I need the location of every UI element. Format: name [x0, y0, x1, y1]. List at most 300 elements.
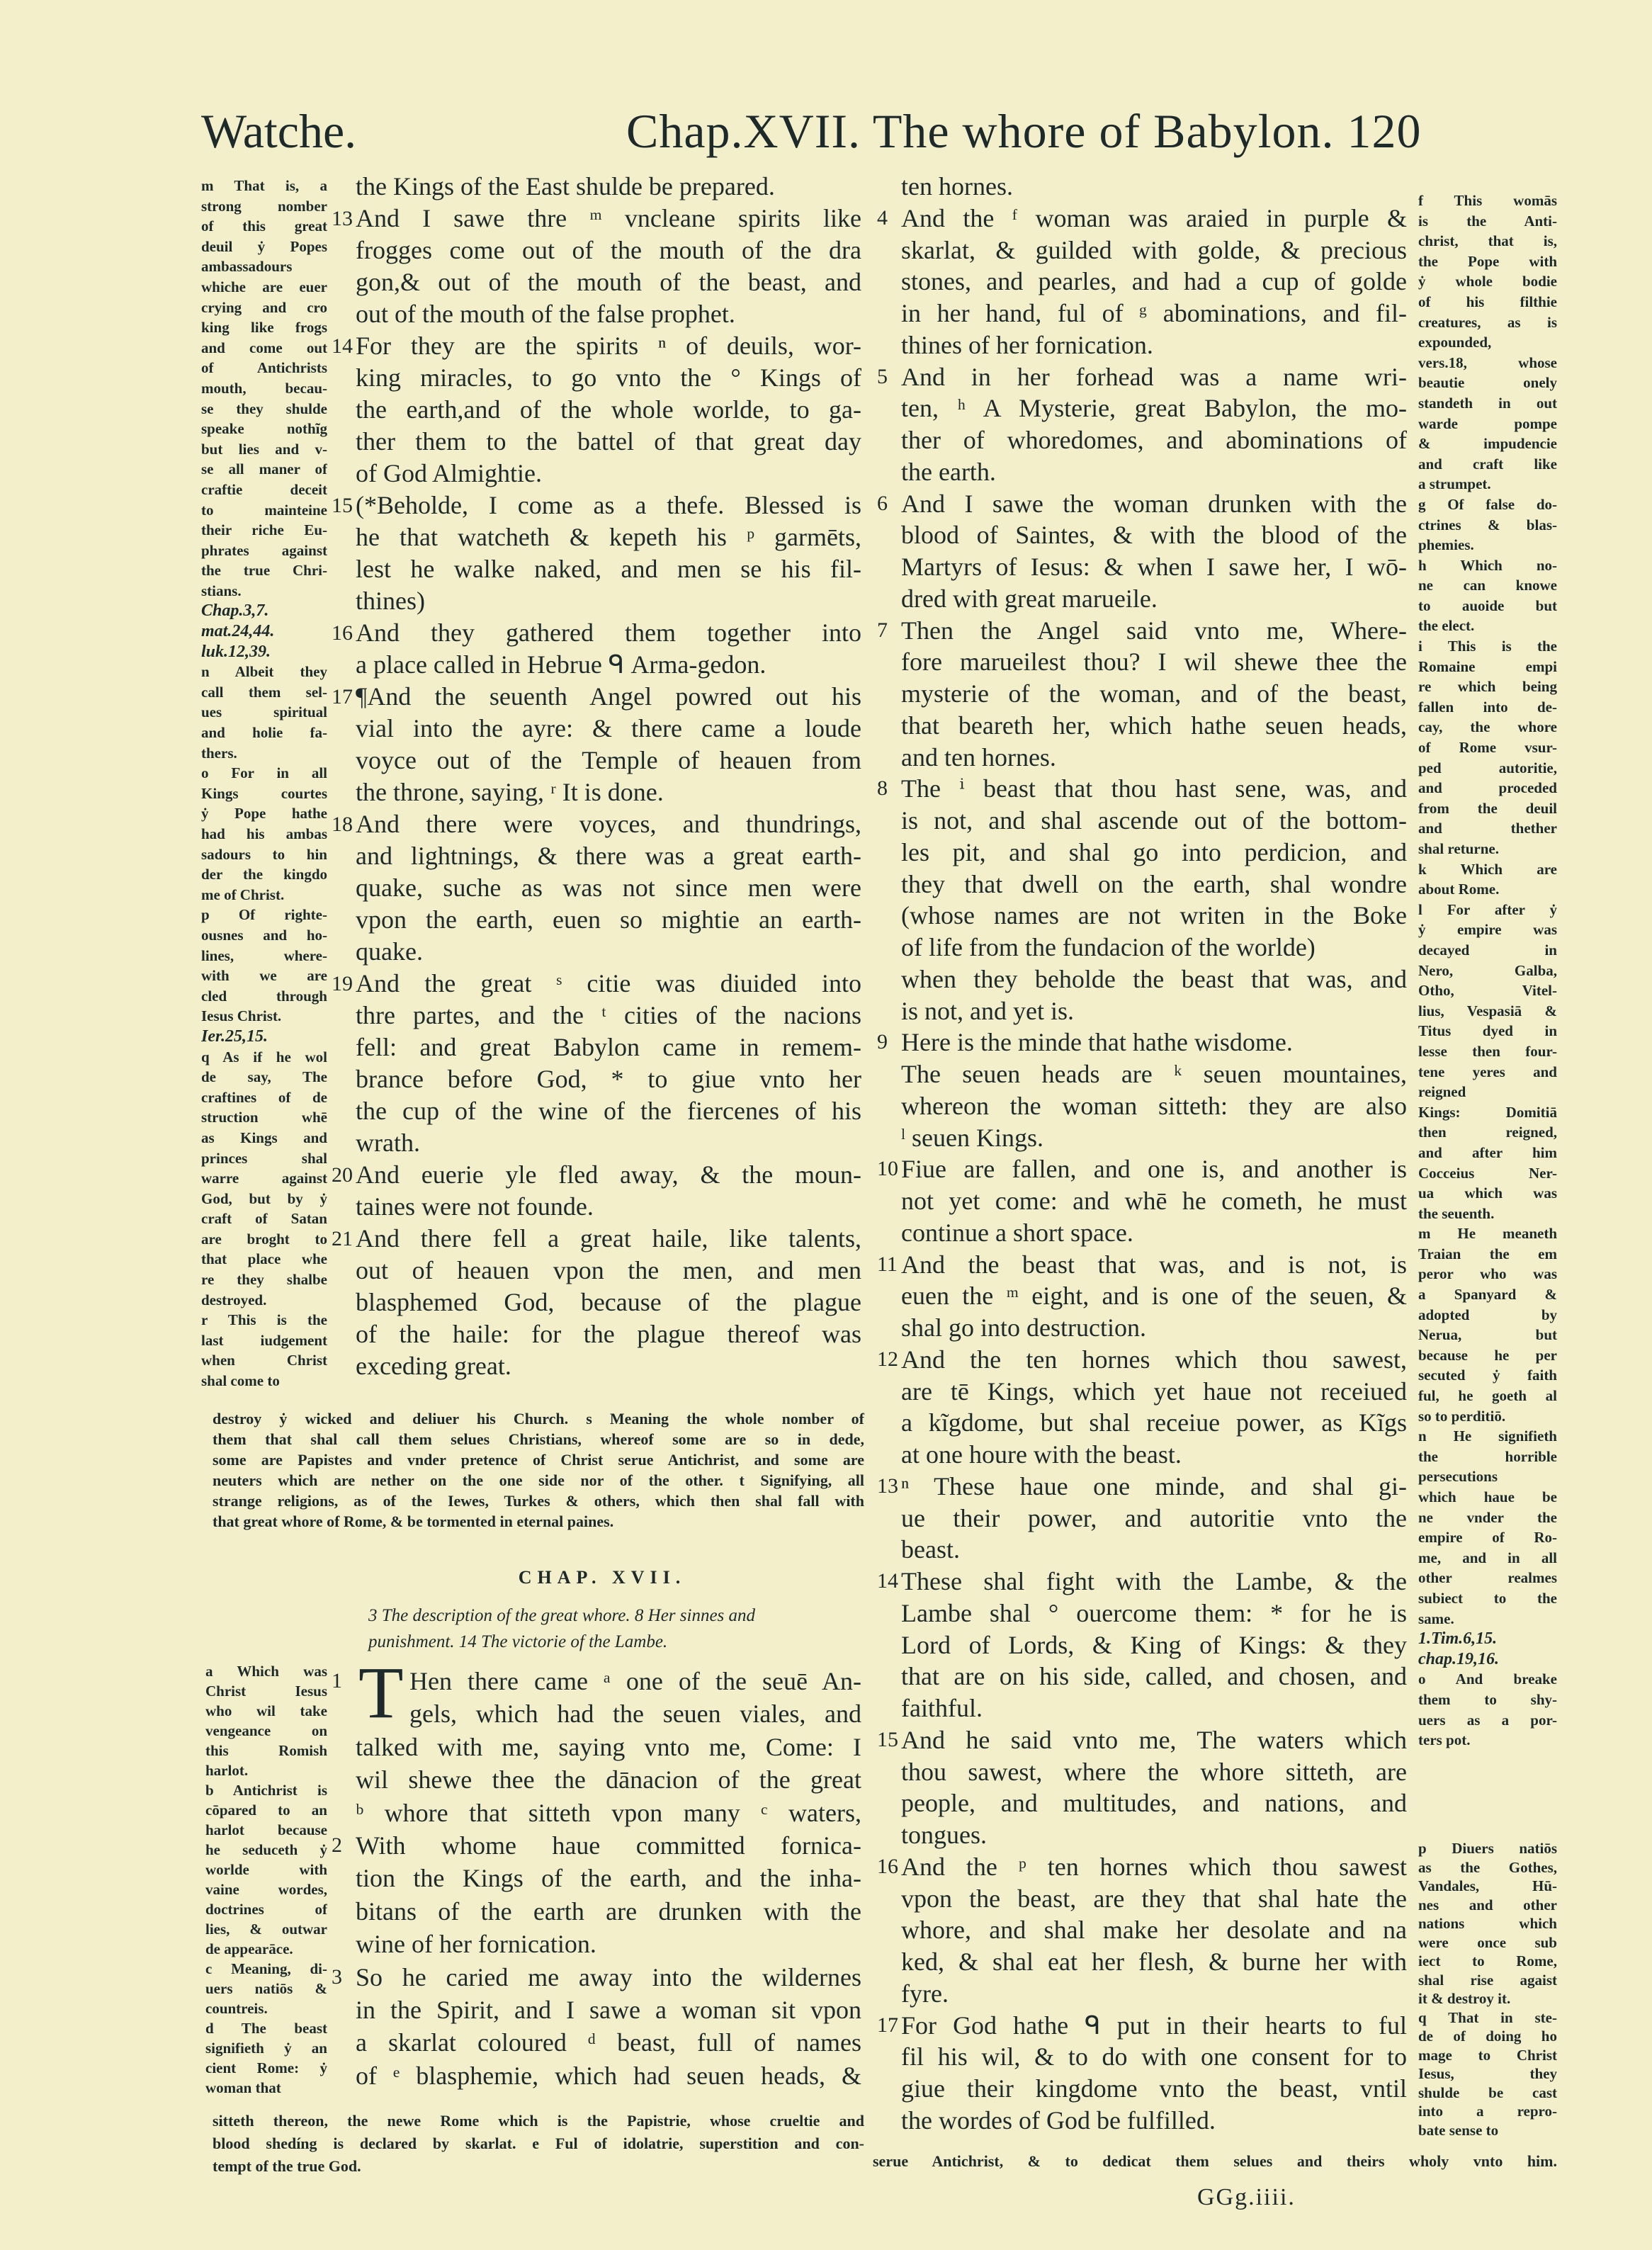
verse-text: king miracles, to go vnto the ° Kings of: [356, 363, 861, 392]
verse-text: faithful.: [901, 1694, 983, 1722]
verse-line: [877, 773, 1407, 805]
verse-text: (whose names are not writen in the Boke: [901, 901, 1407, 930]
verse-text: voyce out of the Temple of heauen from: [356, 746, 861, 774]
margin-note-line: f This womās: [1418, 192, 1557, 209]
verse-text: And the ten hornes which thou sawest,: [901, 1345, 1407, 1374]
margin-note-line: about Rome.: [1418, 881, 1500, 898]
margin-note-line: o For in all: [201, 764, 327, 782]
margin-note-line: cay, the whore: [1418, 718, 1557, 736]
verse-line: [901, 1407, 1407, 1439]
verse-text: of God Almightie.: [356, 459, 542, 487]
verse-line: [901, 1883, 1407, 1915]
verse-text: a kĩgdome, but shal receiue power, as Kĩgs: [901, 1408, 1407, 1437]
verse-line: [901, 900, 1407, 932]
margin-notes-right-top: [1418, 191, 1557, 1751]
margin-note-line: ẏ empire was: [1418, 921, 1557, 939]
verse-text: And euerie yle fled away, & the moun-: [356, 1160, 861, 1189]
verse-line: [877, 1027, 1407, 1058]
margin-note-line: fallen into de-: [1418, 698, 1557, 716]
verse-text: the earth.: [901, 457, 996, 486]
verse-line: [901, 266, 1407, 298]
verse-line: [332, 330, 861, 362]
footnote-line: them that shal call them selues Christians, whereof some are so in dede,: [213, 1430, 864, 1448]
verse-text: And I sawe thre ᵐ vncleane spirits like: [356, 204, 861, 232]
margin-note-line: king like frogs: [201, 319, 327, 337]
margin-note-line: Cocceius Ner-: [1418, 1164, 1557, 1182]
verse-line: [356, 171, 861, 203]
margin-note-line: iect to Rome,: [1418, 1952, 1557, 1969]
verse-line: [901, 646, 1407, 678]
verse-number: 2: [332, 1833, 342, 1857]
margin-note-line: decayed in: [1418, 941, 1557, 959]
verse-line: [877, 203, 1407, 234]
margin-note-line: shulde be cast: [1418, 2084, 1557, 2101]
margin-note-line: of Antichrists: [201, 359, 327, 377]
verse-number: 20: [332, 1163, 353, 1187]
margin-note-line: worlde with: [205, 1861, 327, 1878]
margin-note-line: r This is the: [201, 1311, 327, 1329]
verse-text: ther of whoredomes, and abominations of: [901, 426, 1407, 454]
verse-line: [356, 1928, 861, 1960]
verse-line: [877, 2010, 1407, 2042]
margin-note-line: d The beast: [205, 2020, 327, 2037]
margin-note-line: mat.24,44.: [201, 622, 275, 641]
verse-text: Hen there came ᵃ one of the seuē An-: [409, 1667, 861, 1695]
margin-note-line: me of Christ.: [201, 886, 285, 903]
margin-note-line: p Diuers natiōs: [1418, 1840, 1557, 1857]
margin-note-line: craftie deceit: [201, 480, 327, 498]
verse-text: Martyrs of Iesus: & when I sawe her, I wō-: [901, 553, 1407, 581]
margin-note-line: q That in ste-: [1418, 2008, 1557, 2026]
signature-mark: GGg.iiii.: [1197, 2184, 1296, 2210]
margin-note-line: n He signifieth: [1418, 1428, 1557, 1445]
margin-notes-left-top: [201, 176, 327, 1391]
verse-line: [356, 649, 861, 681]
verse-line: [356, 745, 861, 776]
verse-line: [877, 1249, 1407, 1281]
margin-note-line: l For after ẏ: [1418, 900, 1557, 918]
verse-line: [356, 585, 861, 617]
margin-note-line: to mainteine: [201, 501, 327, 519]
summary-line: punishment. 14 The victorie of the Lambe.: [368, 1632, 668, 1651]
margin-note-line: are broght to: [201, 1230, 327, 1248]
verse-line: [901, 519, 1407, 551]
verse-text: in the Spirit, and I sawe a woman sit vpon: [356, 1995, 861, 2024]
margin-note-line: p Of righte-: [201, 906, 327, 924]
margin-note-line: Nero, Galba,: [1418, 961, 1557, 979]
margin-note-line: Iesus, they: [1418, 2065, 1557, 2082]
verse-line: [356, 1031, 861, 1063]
margin-note-line: princes shal: [201, 1149, 327, 1167]
verse-text: gels, which had the seuen viales, and: [409, 1700, 861, 1729]
verse-text: Here is the minde that hathe wisdome.: [901, 1028, 1293, 1057]
verse-text: are tē Kings, which yet haue not receiued: [901, 1376, 1407, 1406]
margin-note-line: Nerua, but: [1418, 1326, 1557, 1344]
margin-note-line: and proceded: [1418, 779, 1557, 797]
verse-line: [901, 1122, 1407, 1154]
verse-line: [356, 776, 861, 808]
verse-text: gon,& out of the mouth of the beast, and: [356, 268, 861, 296]
margin-note-line: deuil ẏ Popes: [201, 237, 327, 255]
verse-line: [901, 2073, 1407, 2105]
verse-text: dred with great marueile.: [901, 584, 1158, 613]
verse-text: is not, and yet is.: [901, 996, 1074, 1025]
margin-note-line: countreis.: [205, 2000, 268, 2017]
margin-note-line: cled through: [201, 987, 327, 1005]
margin-note-line: because he per: [1418, 1346, 1557, 1364]
margin-note-line: mouth, becau-: [201, 379, 327, 397]
margin-note-line: sadours to hin: [201, 845, 327, 863]
margin-note-line: ne vnder the: [1418, 1508, 1557, 1526]
margin-note-line: ters pot.: [1418, 1731, 1471, 1749]
margin-note-line: harlot because: [205, 1821, 327, 1838]
footnote-right-line: serue Antichrist, & to dedicat them selues and theirs wholy vnto him.: [873, 2152, 1557, 2170]
margin-note-line: beautie onely: [1418, 374, 1557, 392]
verse-text: taines were not founde.: [356, 1192, 594, 1221]
verse-text: in her hand, ful of ᵍ abominations, and fil-: [901, 299, 1407, 327]
verse-text: And there fell a great haile, like talents,: [356, 1224, 861, 1253]
margin-note-line: ẏ Pope hathe: [201, 805, 327, 822]
margin-note-line: re which being: [1418, 678, 1557, 696]
verse-line: [901, 1978, 1407, 2010]
verse-line: [877, 1851, 1407, 1883]
verse-text: that beareth her, which hathe seuen heads,: [901, 711, 1407, 740]
verse-text: giue their kingdome vnto the beast, vntil: [901, 2074, 1407, 2103]
verse-line: [901, 2041, 1407, 2073]
verse-line: [332, 617, 861, 649]
verse-text: Lambe shal ° ouercome them: * for he is: [901, 1598, 1407, 1627]
verse-line: [901, 1946, 1407, 1978]
verse-text: thre partes, and the ᵗ cities of the nacions: [356, 1001, 861, 1029]
chapter-summary: [368, 1602, 864, 1655]
margin-notes-left-bottom: [205, 1661, 327, 2098]
margin-note-line: se all maner of: [201, 460, 327, 478]
margin-note-line: but lies and v-: [201, 440, 327, 458]
verse-line: [356, 394, 861, 426]
verse-text: For they are the spirits ⁿ of deuils, wor-: [356, 332, 861, 360]
verse-text: frogges come out of the mouth of the dra: [356, 236, 861, 264]
verse-line: [877, 1724, 1407, 1756]
footnote-line: blood shedíng is declared by skarlat. e Ful of idolatrie, superstition and con-: [213, 2135, 864, 2152]
verse-line: [356, 1191, 861, 1223]
verse-number: 11: [877, 1252, 898, 1276]
verse-line: [356, 1994, 861, 2026]
scripture-column-left-bottom: [332, 1665, 861, 2092]
margin-note-line: doctrines of: [205, 1901, 327, 1918]
verse-line: [901, 1914, 1407, 1946]
verse-line: [901, 1217, 1407, 1249]
margin-note-line: Romaine empi: [1418, 657, 1557, 675]
margin-note-line: c Meaning, di-: [205, 1960, 327, 1977]
verse-line: [332, 203, 861, 234]
margin-note-line: with we are: [201, 967, 327, 985]
margin-note-line: is the Anti-: [1418, 212, 1557, 230]
verse-number: 12: [877, 1347, 898, 1371]
verse-number: 6: [877, 491, 888, 515]
margin-note-line: ped autoritie,: [1418, 759, 1557, 776]
margin-note-line: cient Rome: ẏ: [205, 2059, 327, 2076]
verse-number: 13: [877, 1474, 898, 1498]
verse-text: lest he walke naked, and men se his fil-: [356, 555, 861, 583]
verse-number: 16: [332, 621, 353, 645]
verse-line: [901, 1598, 1407, 1629]
verse-line: [901, 1439, 1407, 1471]
verse-text: mysterie of the woman, and of the beast,: [901, 679, 1407, 708]
verse-line: [901, 171, 1407, 203]
margin-note-line: he seduceth ẏ: [205, 1841, 327, 1858]
margin-note-line: lius, Vespasiā &: [1418, 1002, 1557, 1019]
verse-text: tion the Kings of the earth, and the inha-: [356, 1864, 861, 1893]
margin-note-line: de appearāce.: [205, 1940, 293, 1957]
verse-line: [901, 963, 1407, 995]
margin-note-line: that place whe: [201, 1250, 327, 1268]
margin-note-line: phrates against: [201, 541, 327, 559]
verse-text: ked, & shal eat her flesh, & burne her with: [901, 1947, 1407, 1976]
verse-text: ue their power, and autoritie vnto the: [901, 1503, 1407, 1532]
margin-note-line: other realmes: [1418, 1569, 1557, 1587]
verse-text: And I sawe the woman drunken with the: [901, 489, 1407, 518]
verse-number: 14: [332, 334, 353, 358]
verse-text: And the great ˢ citie was diuided into: [356, 969, 861, 997]
verse-text: shal go into destruction.: [901, 1313, 1146, 1342]
margin-note-line: had his ambas: [201, 825, 327, 842]
margin-note-line: then reigned,: [1418, 1124, 1557, 1141]
margin-note-line: Christ Iesus: [205, 1683, 327, 1700]
verse-line: [356, 713, 861, 745]
verse-text: fore marueilest thou? I wil shewe thee the: [901, 648, 1407, 677]
verse-line: [356, 840, 861, 872]
verse-line: [901, 583, 1407, 615]
margin-note-line: o And breake: [1418, 1670, 1557, 1688]
margin-note-line: harlot.: [205, 1762, 249, 1779]
margin-note-line: Vandales, Hū-: [1418, 1877, 1557, 1894]
margin-note-line: k Which are: [1418, 860, 1557, 878]
margin-note-line: vengeance on: [205, 1722, 327, 1739]
verse-line: [356, 426, 861, 458]
verse-line: [877, 488, 1407, 520]
margin-note-line: strong nomber: [201, 197, 327, 215]
margin-note-line: the Pope with: [1418, 252, 1557, 270]
margin-note-line: tene yeres and: [1418, 1063, 1557, 1080]
verse-line: [901, 678, 1407, 710]
verse-number: 13: [332, 207, 353, 230]
verse-line: [356, 2059, 861, 2092]
margin-note-line: re they shalbe: [201, 1271, 327, 1289]
verse-line: [332, 1223, 861, 1255]
verse-text: the throne, saying, ʳ It is done.: [356, 778, 664, 806]
verse-text: the Kings of the East shulde be prepared.: [356, 172, 775, 200]
margin-note-line: into a repro-: [1418, 2103, 1557, 2120]
margin-note-line: who wil take: [205, 1702, 327, 1719]
verse-text: wine of her fornication.: [356, 1930, 596, 1959]
margin-note-line: cōpared to an: [205, 1802, 327, 1819]
verse-text: fyre.: [901, 1979, 949, 2008]
verse-line: [901, 392, 1407, 424]
footnote-line: that great whore of Rome, & be tormented in eternal paines.: [213, 1513, 614, 1530]
margin-note-line: the true Chri-: [201, 562, 327, 580]
margin-note-line: christ, that is,: [1418, 232, 1557, 250]
verse-line: [901, 1058, 1407, 1090]
margin-note-line: shal returne.: [1418, 840, 1499, 857]
margin-note-line: it & destroy it.: [1418, 1990, 1511, 2007]
verse-line: [332, 681, 861, 713]
verse-text: The ⁱ beast that thou hast sene, was, and: [901, 774, 1407, 803]
margin-note-line: ctrines & blas-: [1418, 516, 1557, 533]
margin-note-line: q As if he wol: [201, 1048, 327, 1065]
verse-text: fell: and great Babylon came in remem-: [356, 1033, 861, 1061]
verse-line: [356, 1063, 861, 1095]
verse-text: the earth,and of the whole worlde, to ga-: [356, 395, 861, 424]
verse-line: [332, 1829, 861, 1862]
verse-text: ten, ʰ A Mysterie, great Babylon, the mo-: [901, 394, 1407, 423]
verse-line: [877, 1344, 1407, 1376]
margin-note-line: and thether: [1418, 820, 1557, 837]
verse-line: [356, 1350, 861, 1382]
margin-note-line: Kings: Domitiā: [1418, 1103, 1557, 1121]
margin-note-line: phemies.: [1418, 536, 1474, 554]
verse-text: stones, and pearles, and had a cup of golde: [901, 267, 1407, 296]
verse-line: [877, 1566, 1407, 1598]
verse-number: 4: [877, 205, 888, 230]
margin-note-line: de say, The: [201, 1068, 327, 1086]
margin-note-line: God, but by ẏ: [201, 1189, 327, 1207]
margin-note-line: the seuenth.: [1418, 1204, 1495, 1222]
verse-text: thines of her fornication.: [901, 330, 1153, 359]
margin-note-line: so to perditiō.: [1418, 1407, 1506, 1425]
verse-number: 1: [332, 1669, 342, 1692]
margin-note-line: g Of false do-: [1418, 495, 1557, 513]
verse-number: 10: [877, 1157, 898, 1181]
verse-line: [356, 1287, 861, 1318]
verse-text: at one houre with the beast.: [901, 1440, 1182, 1469]
verse-line: [356, 2026, 861, 2059]
margin-note-line: and holie fa-: [201, 724, 327, 742]
verse-line: [356, 904, 861, 936]
verse-text: is not, and shal ascende out of the bottom-: [901, 806, 1407, 835]
verse-line: [901, 995, 1407, 1027]
verse-line: [901, 742, 1407, 774]
margin-note-line: ua which was: [1418, 1185, 1557, 1202]
margin-note-line: call them sel-: [201, 683, 327, 701]
verse-line: [356, 936, 861, 968]
verse-text: and ten hornes.: [901, 742, 1056, 771]
margin-note-line: crying and cro: [201, 298, 327, 316]
verse-line: [356, 1797, 861, 1829]
verse-text: they that dwell on the earth, shal wondre: [901, 869, 1407, 898]
margin-note-line: them to shy-: [1418, 1690, 1557, 1708]
margin-note-line: m He meaneth: [1418, 1225, 1557, 1243]
verse-text: les pit, and shal go into perdicion, and: [901, 837, 1407, 866]
verse-text: And there were voyces, and thundrings,: [356, 810, 861, 838]
verse-line: [356, 234, 861, 266]
verse-line: [901, 1185, 1407, 1217]
verse-line: [356, 1318, 861, 1350]
verse-text: Then the Angel said vnto me, Where-: [901, 616, 1407, 645]
verse-line: [356, 872, 861, 904]
verse-text: brance before God, * to giue vnto her: [356, 1065, 861, 1093]
verse-line: [356, 1731, 861, 1763]
margin-note-line: secuted ẏ faith: [1418, 1367, 1557, 1384]
verse-text: of life from the fundacion of the worlde): [901, 933, 1316, 961]
verse-line: [356, 266, 861, 298]
margin-note-line: luk.12,39.: [201, 642, 271, 661]
margin-note-line: de of doing ho: [1418, 2028, 1557, 2045]
margin-note-line: thers.: [201, 744, 237, 762]
verse-line: [356, 1127, 861, 1159]
verse-line: [356, 1255, 861, 1287]
margin-note-line: lines, where-: [201, 946, 327, 964]
verse-line: [356, 521, 861, 553]
verse-text: continue a short space.: [901, 1218, 1133, 1247]
margin-note-line: speake nothĩg: [201, 420, 327, 438]
verse-number: 19: [332, 972, 353, 995]
margin-note-line: a strumpet.: [1418, 475, 1491, 493]
verse-text: of the haile: for the plague thereof was: [356, 1320, 861, 1348]
verse-text: And they gathered them together into: [356, 618, 861, 647]
margin-note-line: vers.18, whose: [1418, 354, 1557, 371]
verse-number: 15: [877, 1727, 898, 1751]
footnote-block-top: [213, 1408, 864, 1532]
margin-note-line: and come out: [201, 339, 327, 356]
verse-text: And in her forhead was a name wri-: [901, 362, 1407, 391]
margin-note-line: ful, he goeth al: [1418, 1387, 1557, 1405]
verse-line: [901, 1661, 1407, 1692]
footnote-line: tempt of the true God.: [213, 2157, 361, 2175]
verse-text: blood of Saintes, & with the blood of the: [901, 521, 1407, 550]
margin-note-line: me, and in all: [1418, 1549, 1557, 1566]
verse-line: [901, 1376, 1407, 1408]
margin-note-line: b Antichrist is: [205, 1782, 327, 1799]
margin-note-line: h Which no-: [1418, 556, 1557, 574]
verse-number: 5: [877, 364, 888, 388]
verse-line: [356, 458, 861, 490]
running-head-title: Chap.XVII. The whore of Babylon. 120: [626, 104, 1422, 158]
summary-line: 3 The description of the great whore. 8 Her sinnes and: [368, 1606, 756, 1625]
margin-note-line: empire of Ro-: [1418, 1529, 1557, 1547]
verse-number: 21: [332, 1227, 353, 1250]
verse-text: For God hathe ᑫ put in their hearts to ful: [901, 2011, 1407, 2040]
verse-number: 17: [332, 685, 353, 708]
margin-note-line: when Christ: [201, 1352, 327, 1369]
margin-note-line: nations which: [1418, 1915, 1557, 1932]
verse-text: talked with me, saying vnto me, Come: I: [356, 1732, 861, 1761]
margin-note-line: of this great: [201, 217, 327, 235]
margin-note-line: a Which was: [205, 1663, 327, 1680]
verse-text: when they beholde the beast that was, and: [901, 964, 1407, 993]
margin-note-line: der the kingdo: [201, 866, 327, 883]
margin-note-line: Titus dyed in: [1418, 1022, 1557, 1040]
margin-note-line: Otho, Vitel-: [1418, 982, 1557, 1000]
verse-text: Lord of Lords, & King of Kings: & they: [901, 1630, 1407, 1659]
verse-text: And the ᶠ woman was araied in purple &: [901, 203, 1407, 232]
verse-number: 3: [332, 1964, 342, 1989]
verse-text: ¶And the seuenth Angel powred out his: [356, 682, 861, 711]
margin-note-line: Kings courtes: [201, 784, 327, 802]
margin-note-line: as the Gothes,: [1418, 1858, 1557, 1876]
verse-line: [356, 1895, 861, 1928]
verse-line: [332, 1159, 861, 1191]
footnote-line: some are Papistes and vnder pretence of Christ serue Antichrist, and some are: [213, 1451, 864, 1469]
verse-text: a skarlat coloured ᵈ beast, full of names: [356, 2028, 861, 2057]
margin-note-line: Ier.25,15.: [201, 1027, 268, 1046]
verse-line: [901, 1280, 1407, 1312]
verse-line: [901, 805, 1407, 837]
verse-text: Fiue are fallen, and one is, and another is: [901, 1155, 1407, 1184]
margin-note-line: ambassadours: [201, 258, 293, 276]
verse-text: (*Beholde, I come as a thefe. Blessed is: [356, 491, 861, 519]
verse-text: bitans of the earth are drunken with the: [356, 1896, 861, 1926]
verse-text: ᵇ whore that sitteth vpon many ᶜ waters,: [356, 1798, 861, 1827]
